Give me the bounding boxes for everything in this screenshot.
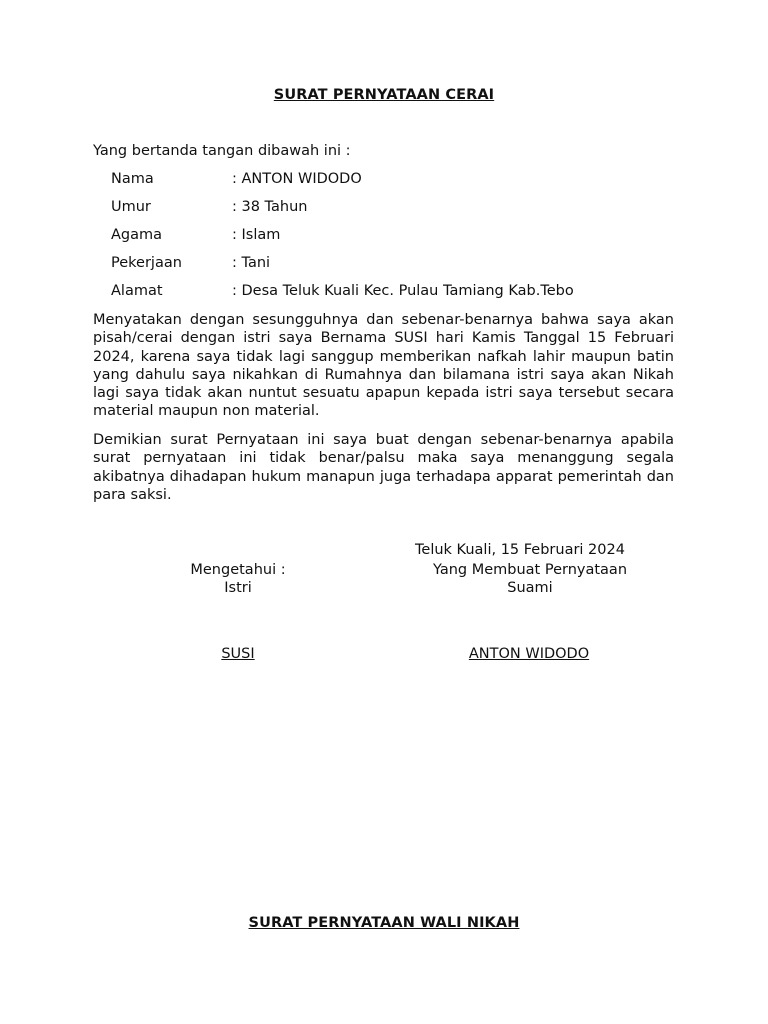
left-signature-block: [168, 561, 308, 597]
field-row-alamat: [111, 283, 574, 299]
field-row-nama: [111, 171, 362, 187]
closing-paragraph: Demikian surat Pernyataan ini saya buat dengan sebenar-benarnya apabila surat pernyataan ini tidak benar/palsu maka saya menanggung segala akibatnya dihadapan hukum manapun juga terhadapa apparat pemerintah dan para saksi.: [93, 432, 674, 503]
left-signatory-heading: Mengetahui :: [190, 562, 286, 578]
field-value: : Tani: [232, 255, 271, 271]
field-row-pekerjaan: [111, 255, 270, 271]
place-date: Teluk Kuali, 15 Februari 2024: [415, 542, 625, 558]
statement-paragraph: Menyatakan dengan sesungguhnya dan sebenar-benarnya bahwa saya akan pisah/cerai dengan istri saya Bernama SUSI hari Kamis Tanggal 15 Februari 2024, karena saya tidak lagi sanggup memberikan nafkah lahir maupun batin yang dahulu saya nikahkan di Rumahnya dan bilamana istri saya akan Nikah lagi saya tidak akan nuntut sesuatu apapun kepada istri saya tersebut secara material maupun non material.: [93, 312, 674, 420]
document-title: SURAT PERNYATAAN CERAI: [273, 87, 495, 103]
next-document-title: SURAT PERNYATAAN WALI NIKAH: [248, 915, 520, 931]
field-row-agama: [111, 227, 280, 243]
left-signatory-role: Istri: [224, 580, 252, 596]
right-signatory-role: Suami: [507, 580, 553, 596]
field-value: : Islam: [232, 227, 281, 243]
field-label: Agama: [111, 227, 163, 243]
field-value: : ANTON WIDODO: [232, 171, 362, 187]
intro-text: Yang bertanda tangan dibawah ini :: [93, 143, 351, 159]
left-signatory-name: SUSI: [221, 646, 255, 662]
field-row-umur: [111, 199, 307, 215]
field-label: Alamat: [111, 283, 163, 299]
field-label: Pekerjaan: [111, 255, 182, 271]
right-signatory-name: ANTON WIDODO: [468, 646, 590, 662]
right-signatory-heading: Yang Membuat Pernyataan: [432, 562, 628, 578]
field-value: : Desa Teluk Kuali Kec. Pulau Tamiang Kab.Tebo: [232, 283, 574, 299]
field-value: : 38 Tahun: [232, 199, 308, 215]
field-label: Umur: [111, 199, 151, 215]
field-label: Nama: [111, 171, 154, 187]
right-signature-block: [410, 561, 650, 597]
